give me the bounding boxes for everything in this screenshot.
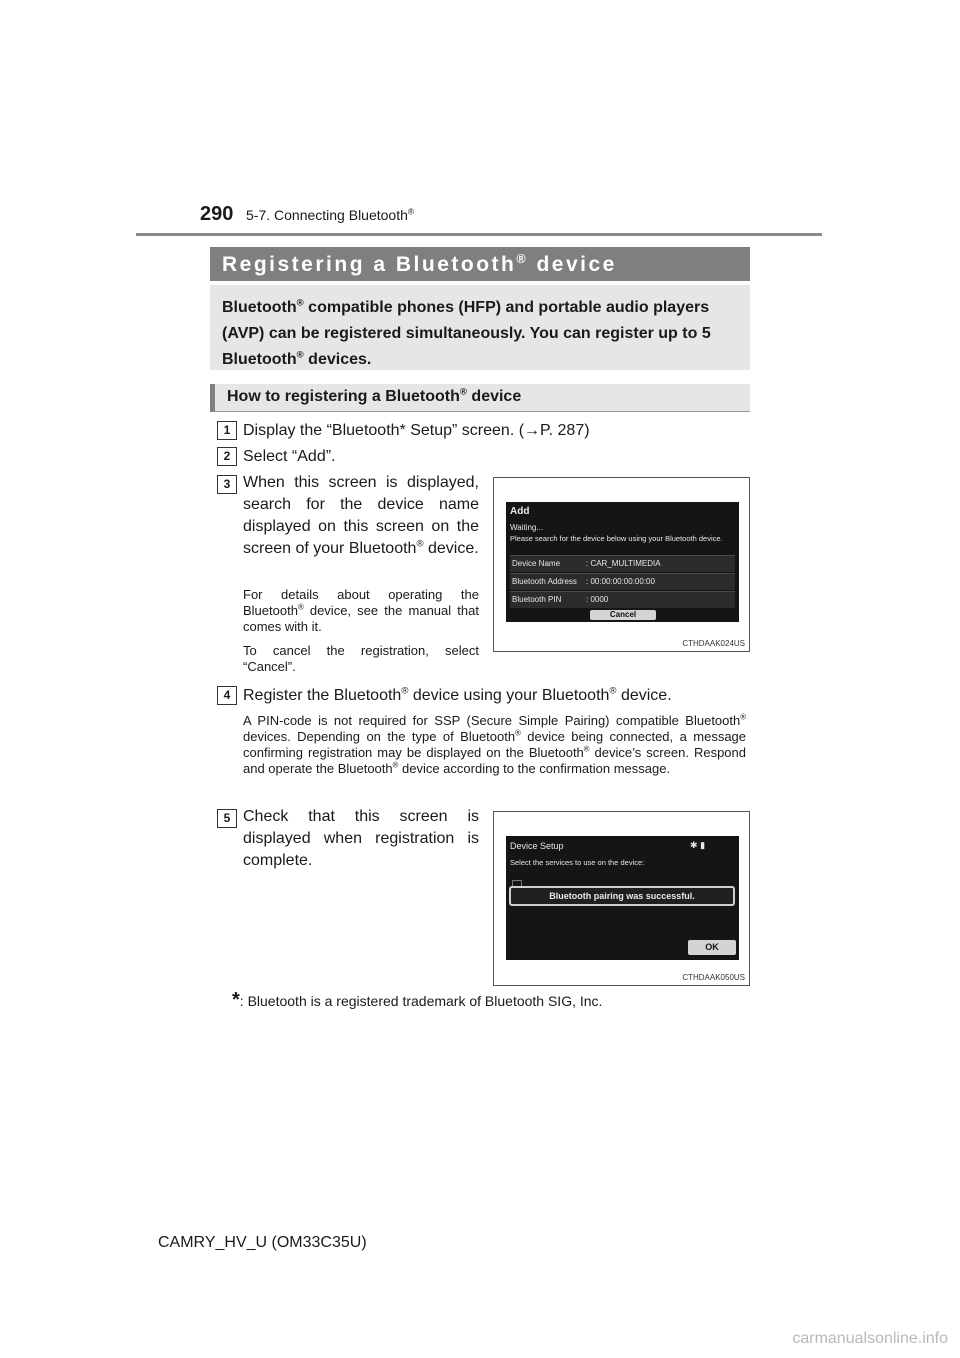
- device-setup-title: Device Setup: [510, 841, 564, 851]
- bluetooth-pin-row: [510, 591, 735, 608]
- bluetooth-pin-label: Bluetooth PIN: [512, 595, 562, 604]
- bluetooth-address-row: [510, 573, 735, 590]
- device-setup-instruction: Select the services to use on the device:: [510, 858, 645, 867]
- step-5-text: Check that this screen is displayed when registration is complete.: [243, 808, 479, 869]
- bluetooth-pin-value: : 0000: [586, 595, 609, 604]
- footnote: *: Bluetooth is a registered trademark of Bluetooth SIG, Inc.: [232, 989, 603, 1011]
- ok-button[interactable]: OK: [688, 940, 736, 955]
- step-1-text: Display the “Bluetooth* Setup” screen. (→P. 287): [243, 422, 590, 439]
- footer-model-code: CAMRY_HV_U (OM33C35U): [158, 1234, 367, 1251]
- device-name-row: [510, 555, 735, 572]
- add-screen-title: Add: [510, 506, 530, 517]
- figure-2-code: CTHDAAK050US: [682, 973, 745, 982]
- cancel-button[interactable]: Cancel: [590, 610, 656, 620]
- add-instruction: Please search for the device below using your Bluetooth device.: [510, 534, 723, 543]
- step-2-text: Select “Add”.: [243, 448, 336, 465]
- bluetooth-status-icon: ✱: [690, 840, 698, 850]
- status-icons: [690, 840, 705, 851]
- step-3-note-manual: For details about operating the Bluetooth® device, see the manual that comes with it.: [243, 587, 479, 634]
- header-rule: [136, 233, 822, 236]
- device-name-value: : CAR_MULTIMEDIA: [586, 559, 661, 568]
- bluetooth-address-value: : 00:00:00:00:00:00: [586, 577, 655, 586]
- step-number-5: 5: [217, 809, 237, 828]
- step-4-note: A PIN-code is not required for SSP (Secure Simple Pairing) compatible Bluetooth® devices. Depending on the type of Bluetooth® device being connected, a message confirming registration may be displayed on the Bluetooth® device’s screen. Respond and operate the Bluetooth® device according to the confirmation message.: [243, 712, 747, 776]
- add-screen-display: [506, 502, 739, 622]
- figure-add-screen: [493, 477, 750, 652]
- subheading: How to registering a Bluetooth® device: [210, 384, 750, 412]
- figure-device-setup-screen: [493, 811, 750, 986]
- figure-1-code: CTHDAAK024US: [682, 639, 745, 648]
- section-title: Registering a Bluetooth® device: [210, 247, 750, 281]
- step-number-3: 3: [217, 475, 237, 494]
- device-setup-display: [506, 836, 739, 960]
- pairing-success-popup: Bluetooth pairing was successful.: [509, 886, 735, 906]
- intro-box: Bluetooth® compatible phones (HFP) and portable audio players (AVP) can be registered simultaneously. You can register up to 5 Bluetooth® devices.: [210, 285, 750, 370]
- step-number-4: 4: [217, 686, 237, 705]
- step-4-text: Register the Bluetooth® device using your Bluetooth® device.: [243, 685, 672, 704]
- page-number: 290: [200, 203, 234, 225]
- step-number-2: 2: [217, 447, 237, 466]
- chapter-title: 5-7. Connecting Bluetooth®: [246, 206, 415, 223]
- signal-status-icon: ▮: [700, 840, 706, 850]
- device-name-label: Device Name: [512, 559, 561, 568]
- step-number-1: 1: [217, 421, 237, 440]
- step-3-note-cancel: To cancel the registration, select “Cancel”.: [243, 643, 479, 674]
- waiting-text: Waiting...: [510, 523, 544, 532]
- bluetooth-address-label: Bluetooth Address: [512, 577, 577, 586]
- watermark: carmanualsonline.info: [792, 1330, 948, 1347]
- step-3-text: When this screen is displayed, search for the device name displayed on this screen on the screen of your Bluetooth® device.: [243, 474, 479, 557]
